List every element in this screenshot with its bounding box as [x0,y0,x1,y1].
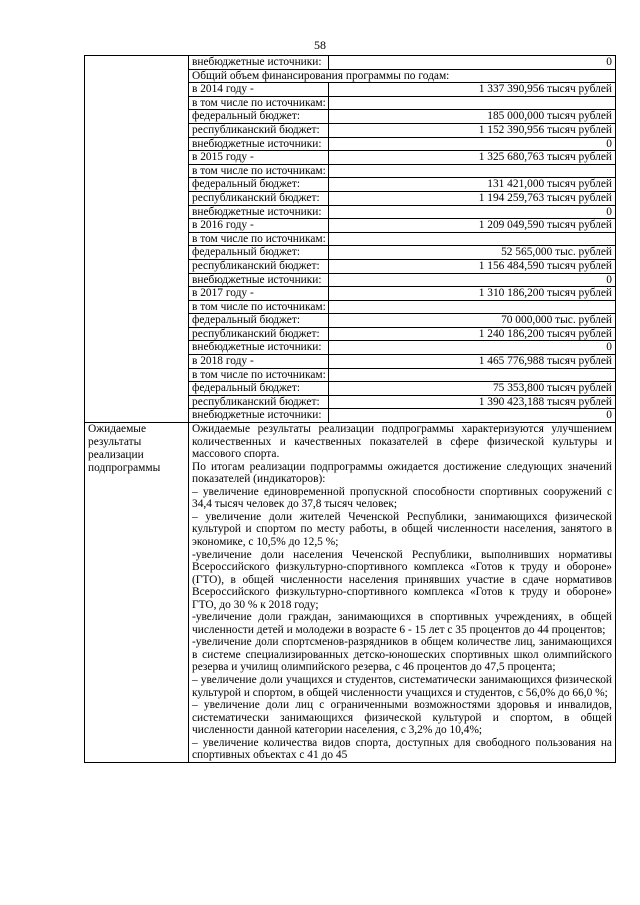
results-paragraph: – увеличение количества видов спорта, доступных для свободного пользования на спортивных объектах с 41 до 45 [192,736,612,762]
financing-left-cell [85,56,189,423]
financing-value: 75 353,800 тысяч рублей [329,382,616,396]
financing-value: 131 421,000 тысяч рублей [329,178,616,192]
financing-label: в том числе по источникам: [189,232,329,246]
financing-value: 1 156 484,590 тысяч рублей [329,259,616,273]
financing-label: федеральный бюджет: [189,178,329,192]
financing-label: республиканский бюджет: [189,191,329,205]
results-paragraph: По итогам реализации подпрограммы ожидается достижение следующих значений показателей (индикаторов): [192,460,612,486]
financing-value [329,368,616,382]
financing-label: республиканский бюджет: [189,327,329,341]
financing-label: федеральный бюджет: [189,246,329,260]
results-paragraph: – увеличение единовременной пропускной способности спортивных сооружений с 34,4 тысяч человек до 37,8 тысяч человек; [192,485,612,511]
financing-value [329,300,616,314]
financing-value [329,96,616,110]
financing-value: 0 [329,273,616,287]
results-row [85,423,616,763]
financing-value: 70 000,000 тыс. рублей [329,314,616,328]
results-paragraph: -увеличение доли населения Чеченской Республики, выполнивших нормативы Всероссийского физкультурно-спортивного комплекса «Готов к труду и обороне» (ГТО), в общей численности населения принявших участие в сдаче нормативов Всероссийского физкультурно-спортивного комплекса «Готов к труду и обороне» ГТО, до 30 % к 2018 году; [192,548,612,611]
financing-label: в 2017 году - [189,287,329,301]
results-paragraph: – увеличение доли лиц с ограниченными возможностями здоровья и инвалидов, систематически занимающихся физической культурой и спортом, в общей численности данной категории населения, с 3,2% до 10,4%; [192,699,612,737]
financing-value [329,232,616,246]
financing-value: 1 209 049,590 тысяч рублей [329,219,616,233]
financing-value: 1 194 259,763 тысяч рублей [329,191,616,205]
page-number: 58 [314,38,326,52]
financing-label: в 2018 году - [189,355,329,369]
financing-value [329,164,616,178]
financing-label: внебюджетные источники: [189,341,329,355]
financing-label: в 2014 году - [189,83,329,97]
results-paragraph: – увеличение доли учащихся и студентов, систематически занимающихся физической культурой и спортом, в общей численности учащихся и студентов, с 56,0% до 66,0 %; [192,673,612,699]
program-table [84,55,616,763]
financing-value: 1 240 186,200 тысяч рублей [329,327,616,341]
financing-label: в 2016 году - [189,219,329,233]
results-paragraph: Ожидаемые результаты реализации подпрограммы характеризуются улучшением количественных и качественных показателей в сфере физической культуры и массового спорта. [192,423,612,461]
financing-value: 0 [329,409,616,423]
financing-label: внебюджетные источники: [189,56,329,70]
financing-label: федеральный бюджет: [189,110,329,124]
results-paragraph: -увеличение доли спортсменов-разрядников в общем количестве лиц, занимающихся в системе специализированных детско-юношеских спортивных школ олимпийского резерва и училищ олимпийского резерва, с 46 процентов до 47,5 процента; [192,636,612,674]
financing-value: 1 152 390,956 тысяч рублей [329,123,616,137]
financing-label: республиканский бюджет: [189,395,329,409]
results-label: Ожидаемые результаты реализации подпрограммы [85,423,189,763]
financing-label: в 2015 году - [189,151,329,165]
results-paragraph: -увеличение доли граждан, занимающихся в спортивных учреждениях, в общей численности детей и молодежи в возрасте 6 - 15 лет с 35 процентов до 44 процентов; [192,611,612,636]
financing-value: 1 337 390,956 тысяч рублей [329,83,616,97]
financing-label: республиканский бюджет: [189,123,329,137]
financing-value: 0 [329,137,616,151]
financing-label: в том числе по источникам: [189,368,329,382]
results-text [189,423,616,763]
results-paragraph: – увеличение доли жителей Чеченской Республики, занимающихся физической культурой и спортом по месту работы, в общей численности населения, занятого в экономике, с 10,5% до 12,5 %; [192,510,612,548]
financing-label: федеральный бюджет: [189,382,329,396]
financing-label: внебюджетные источники: [189,273,329,287]
financing-value: 52 565,000 тыс. рублей [329,246,616,260]
financing-heading: Общий объем финансирования программы по годам: [189,69,616,83]
financing-value: 1 390 423,188 тысяч рублей [329,395,616,409]
financing-label: республиканский бюджет: [189,259,329,273]
financing-value: 1 310 186,200 тысяч рублей [329,287,616,301]
financing-value: 185 000,000 тысяч рублей [329,110,616,124]
financing-value: 0 [329,341,616,355]
financing-label: внебюджетные источники: [189,205,329,219]
financing-label: внебюджетные источники: [189,409,329,423]
financing-label: федеральный бюджет: [189,314,329,328]
financing-value: 0 [329,205,616,219]
financing-label: внебюджетные источники: [189,137,329,151]
financing-row [85,56,616,70]
financing-label: в том числе по источникам: [189,164,329,178]
financing-value: 0 [329,56,616,70]
financing-label: в том числе по источникам: [189,96,329,110]
financing-value: 1 325 680,763 тысяч рублей [329,151,616,165]
financing-value: 1 465 776,988 тысяч рублей [329,355,616,369]
financing-label: в том числе по источникам: [189,300,329,314]
